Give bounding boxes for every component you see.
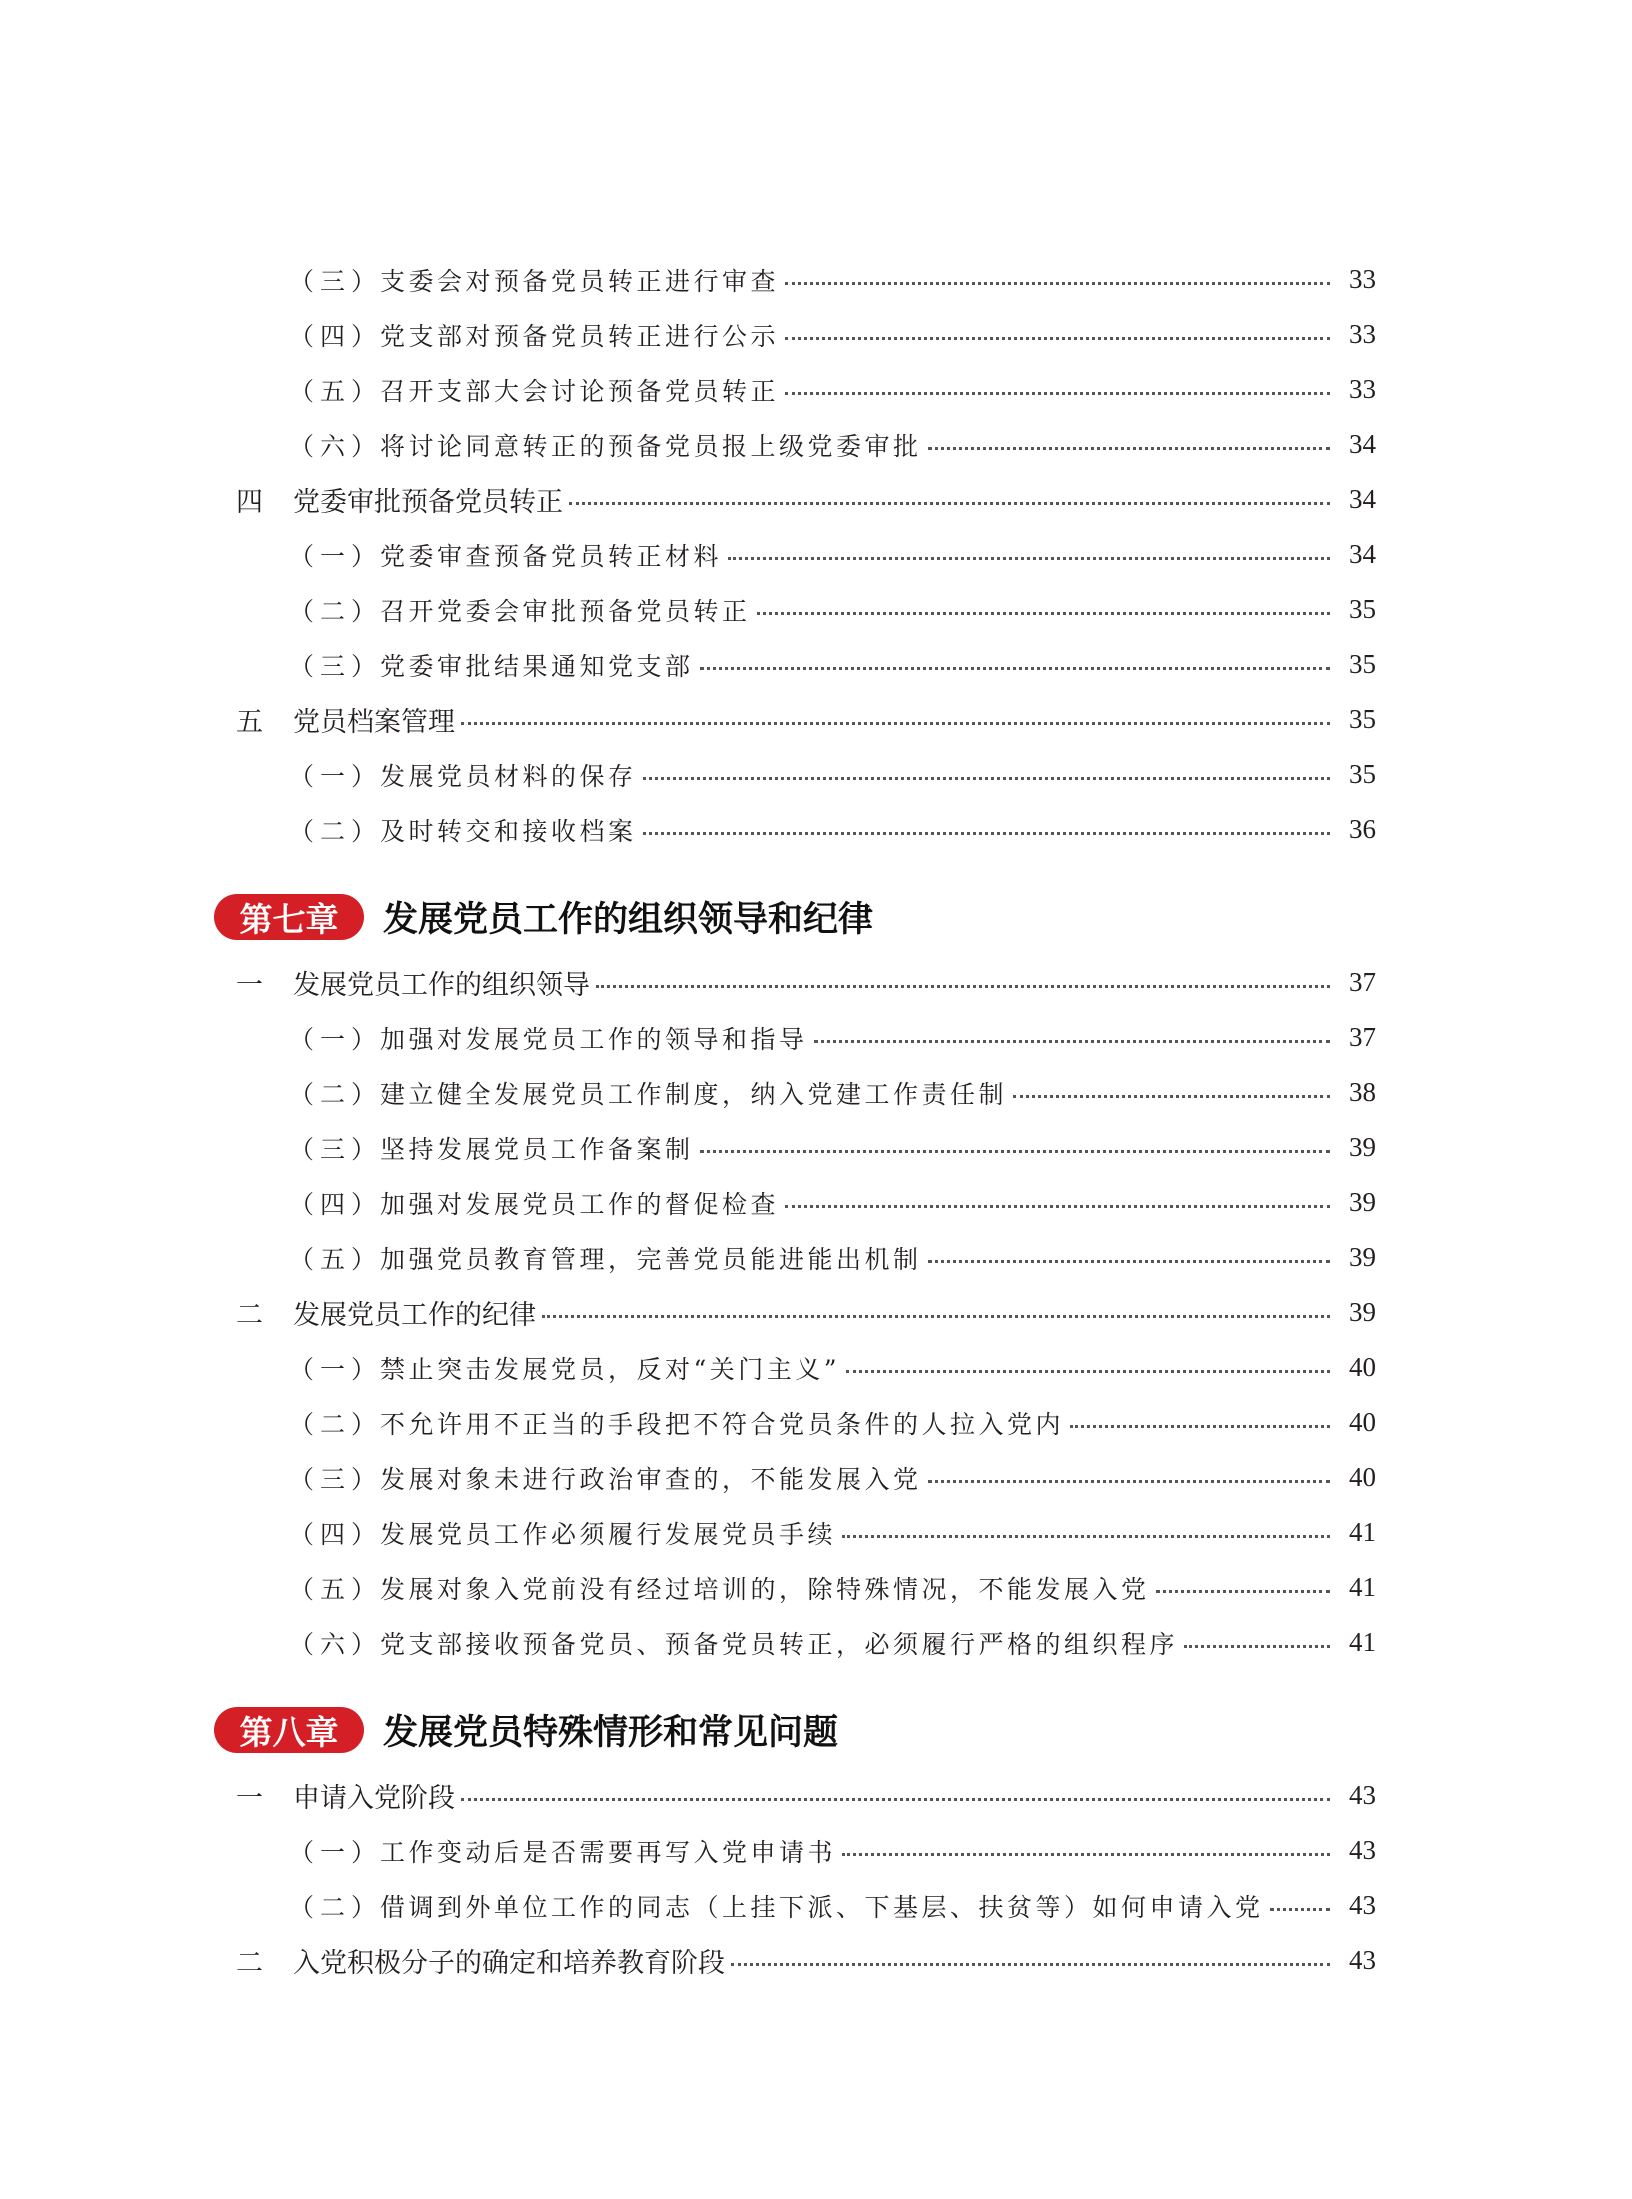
toc-entry[interactable] (0, 472, 1632, 527)
toc-entry[interactable] (0, 1395, 1632, 1450)
toc-entry[interactable] (0, 1230, 1632, 1285)
chapter-heading (0, 1670, 1632, 1768)
toc-entry[interactable] (0, 802, 1632, 857)
entry-title: 加强党员教育管理，完善党员能进能出机制 (380, 1244, 922, 1274)
toc-entry[interactable] (0, 692, 1632, 747)
toc-entry[interactable] (0, 252, 1632, 307)
entry-title: 不允许用不正当的手段把不符合党员条件的人拉入党内 (380, 1409, 1065, 1439)
entry-title: 工作变动后是否需要再写入党申请书 (380, 1837, 837, 1867)
dot-leader (785, 337, 1330, 340)
toc-entry[interactable] (0, 582, 1632, 637)
dot-leader (785, 282, 1330, 285)
dot-leader (842, 1853, 1330, 1856)
entry-number: （二） (289, 1409, 383, 1439)
entry-number: （三） (289, 1134, 383, 1164)
entry-number: （一） (289, 1837, 383, 1867)
entry-title: 发展对象入党前没有经过培训的，除特殊情况，不能发展入党 (380, 1574, 1150, 1604)
page-number: 41 (1349, 1627, 1376, 1657)
entry-title: 入党积极分子的确定和培养教育阶段 (293, 1948, 725, 1979)
entry-title: 发展党员工作必须履行发展党员手续 (380, 1519, 837, 1549)
dot-leader (846, 1370, 1330, 1373)
entry-number: （五） (289, 1244, 383, 1274)
entry-number: （一） (289, 761, 383, 791)
toc-entry[interactable] (0, 1340, 1632, 1395)
toc-entry[interactable] (0, 1615, 1632, 1670)
dot-leader (542, 1315, 1330, 1318)
chapter-badge: 第七章 (214, 894, 364, 940)
dot-leader (700, 667, 1330, 670)
page-number: 40 (1349, 1352, 1376, 1382)
entry-number: （四） (289, 1519, 383, 1549)
entry-number: （六） (289, 431, 383, 461)
entry-title: 党支部对预备党员转正进行公示 (380, 321, 780, 351)
entry-title: 发展党员工作的纪律 (293, 1300, 536, 1331)
page-number: 35 (1349, 594, 1376, 624)
page-number: 37 (1349, 1022, 1376, 1052)
entry-number: （四） (289, 1189, 383, 1219)
entry-number: （三） (289, 1464, 383, 1494)
dot-leader (569, 502, 1330, 505)
dot-leader (643, 777, 1330, 780)
page-number: 35 (1349, 704, 1376, 734)
page-number: 39 (1349, 1242, 1376, 1272)
entry-title: 加强对发展党员工作的领导和指导 (380, 1024, 808, 1054)
entry-title: 发展对象未进行政治审查的，不能发展入党 (380, 1464, 922, 1494)
page-number: 41 (1349, 1572, 1376, 1602)
toc-entry[interactable] (0, 1878, 1632, 1933)
page-number: 39 (1349, 1132, 1376, 1162)
dot-leader (728, 557, 1330, 560)
dot-leader (785, 392, 1330, 395)
toc-entry[interactable] (0, 637, 1632, 692)
page-number: 36 (1349, 814, 1376, 844)
page-number: 38 (1349, 1077, 1376, 1107)
toc-entry[interactable] (0, 1120, 1632, 1175)
chapter-title: 发展党员工作的组织领导和纪律 (383, 900, 874, 940)
dot-leader (461, 722, 1330, 725)
entry-number: （一） (289, 541, 383, 571)
entry-title: 及时转交和接收档案 (380, 816, 637, 846)
chapter-heading (0, 857, 1632, 955)
entry-number: （三） (289, 651, 383, 681)
toc-entry[interactable] (0, 1010, 1632, 1065)
chapter-title: 发展党员特殊情形和常见问题 (383, 1713, 839, 1753)
entry-number: （一） (289, 1024, 383, 1054)
toc-entry[interactable] (0, 1450, 1632, 1505)
dot-leader (1184, 1645, 1330, 1648)
entry-title: 党员档案管理 (293, 707, 455, 738)
entry-title: 借调到外单位工作的同志（上挂下派、下基层、扶贫等）如何申请入党 (380, 1892, 1264, 1922)
page-number: 40 (1349, 1407, 1376, 1437)
page-number: 37 (1349, 967, 1376, 997)
entry-title: 申请入党阶段 (293, 1783, 455, 1814)
dot-leader (596, 985, 1330, 988)
dot-leader (785, 1205, 1330, 1208)
page-number: 33 (1349, 374, 1376, 404)
dot-leader (1070, 1425, 1330, 1428)
toc-entry[interactable] (0, 527, 1632, 582)
entry-number: （一） (289, 1354, 383, 1384)
dot-leader (928, 1260, 1330, 1263)
entry-number: （二） (289, 596, 383, 626)
page-number: 43 (1349, 1780, 1376, 1810)
entry-title: 召开党委会审批预备党员转正 (380, 596, 751, 626)
dot-leader (643, 832, 1330, 835)
entry-number: （五） (289, 1574, 383, 1604)
entry-number: （二） (289, 816, 383, 846)
dot-leader (731, 1963, 1330, 1966)
entry-title: 建立健全发展党员工作制度，纳入党建工作责任制 (380, 1079, 1008, 1109)
toc-entry[interactable] (0, 1560, 1632, 1615)
entry-number: （三） (289, 266, 383, 296)
toc-entry[interactable] (0, 1505, 1632, 1560)
page-number: 43 (1349, 1890, 1376, 1920)
entry-number: （六） (289, 1629, 383, 1659)
page-number: 34 (1349, 484, 1376, 514)
entry-title: 党委审查预备党员转正材料 (380, 541, 723, 571)
page-number: 39 (1349, 1187, 1376, 1217)
page-number: 40 (1349, 1462, 1376, 1492)
page-number: 43 (1349, 1945, 1376, 1975)
toc-entry[interactable] (0, 955, 1632, 1010)
toc-entry[interactable] (0, 1933, 1632, 1988)
dot-leader (928, 1480, 1330, 1483)
page-number: 33 (1349, 319, 1376, 349)
entry-title: 党委审批结果通知党支部 (380, 651, 694, 681)
entry-title: 禁止突击发展党员，反对“关门主义” (380, 1354, 841, 1384)
toc-entry[interactable] (0, 307, 1632, 362)
toc-entry[interactable] (0, 417, 1632, 472)
entry-number: （五） (289, 376, 383, 406)
entry-title: 支委会对预备党员转正进行审查 (380, 266, 780, 296)
entry-title: 党委审批预备党员转正 (293, 487, 563, 518)
entry-number: 一 (236, 1783, 263, 1814)
entry-number: 四 (236, 487, 263, 518)
dot-leader (700, 1150, 1330, 1153)
toc-entry[interactable] (0, 1175, 1632, 1230)
page-number: 35 (1349, 649, 1376, 679)
dot-leader (842, 1535, 1330, 1538)
page-number: 41 (1349, 1517, 1376, 1547)
dot-leader (1270, 1908, 1330, 1911)
page-number: 33 (1349, 264, 1376, 294)
chapter-badge: 第八章 (214, 1707, 364, 1753)
page-number: 43 (1349, 1835, 1376, 1865)
dot-leader (1013, 1095, 1330, 1098)
entry-number: （四） (289, 321, 383, 351)
dot-leader (928, 447, 1330, 450)
entry-title: 发展党员工作的组织领导 (293, 970, 590, 1001)
entry-number: （二） (289, 1892, 383, 1922)
entry-number: 一 (236, 970, 263, 1001)
dot-leader (814, 1040, 1330, 1043)
entry-title: 加强对发展党员工作的督促检查 (380, 1189, 780, 1219)
entry-number: 二 (236, 1300, 263, 1331)
toc-entry[interactable] (0, 747, 1632, 802)
page-number: 39 (1349, 1297, 1376, 1327)
page-number: 34 (1349, 539, 1376, 569)
entry-title: 将讨论同意转正的预备党员报上级党委审批 (380, 431, 922, 461)
entry-number: 五 (236, 707, 263, 738)
dot-leader (757, 612, 1330, 615)
toc-entry[interactable] (0, 1823, 1632, 1878)
entry-title: 党支部接收预备党员、预备党员转正，必须履行严格的组织程序 (380, 1629, 1179, 1659)
entry-title: 召开支部大会讨论预备党员转正 (380, 376, 780, 406)
table-of-contents (0, 252, 1632, 1988)
page-number: 34 (1349, 429, 1376, 459)
entry-number: 二 (236, 1948, 263, 1979)
entry-number: （二） (289, 1079, 383, 1109)
toc-entry[interactable] (0, 1285, 1632, 1340)
dot-leader (461, 1798, 1330, 1801)
toc-entry[interactable] (0, 1768, 1632, 1823)
dot-leader (1156, 1590, 1330, 1593)
entry-title: 发展党员材料的保存 (380, 761, 637, 791)
toc-entry[interactable] (0, 362, 1632, 417)
entry-title: 坚持发展党员工作备案制 (380, 1134, 694, 1164)
toc-entry[interactable] (0, 1065, 1632, 1120)
page-number: 35 (1349, 759, 1376, 789)
